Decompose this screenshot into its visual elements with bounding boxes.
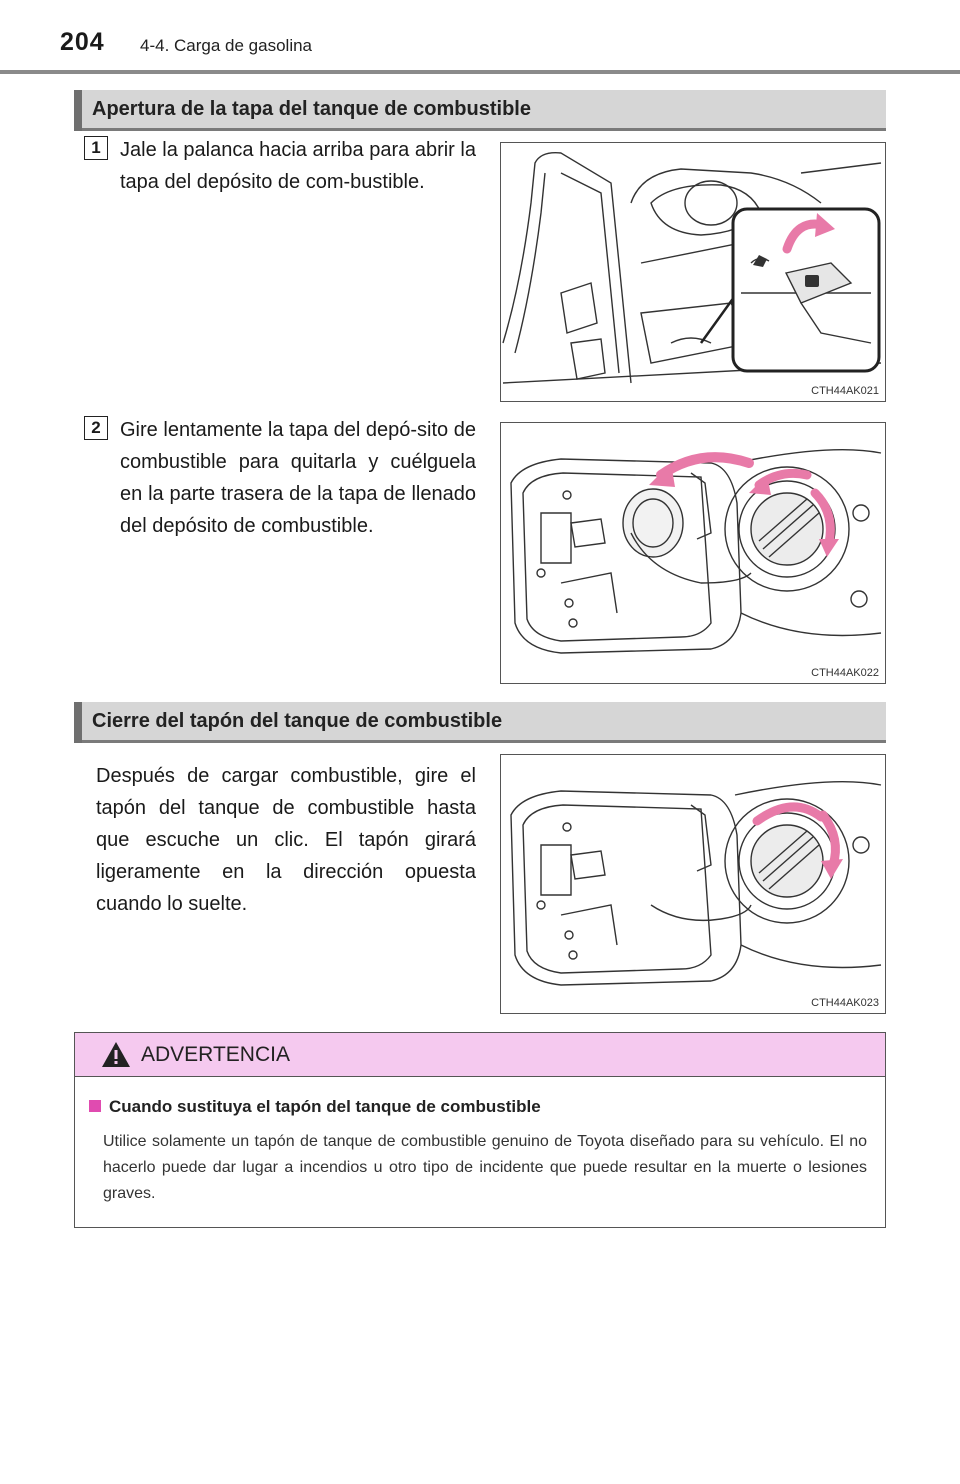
page-number: 204 — [60, 28, 105, 56]
warning-text: Utilice solamente un tapón de tanque de combustible genuino de Toyota diseñado para su vehículo. El no hacerlo puede dar lugar a incendios u otro tipo de incidente que puede resultar en la muerte o lesiones graves. — [103, 1133, 867, 1202]
figure-fuel-lever — [500, 142, 886, 402]
car-interior-illustration — [501, 143, 885, 401]
figure-close-cap — [500, 754, 886, 1014]
bullet-square-icon — [89, 1100, 101, 1112]
header-rule — [0, 70, 960, 74]
fuel-door-open-illustration — [501, 423, 885, 683]
step-2-text: Gire lentamente la tapa del depó-sito de combustible para quitarla y cuélguela en la parte trasera de la tapa de llenado del depósito de combustible. — [120, 419, 476, 537]
step-badge-2: 2 — [84, 416, 108, 440]
section-bar-open — [74, 90, 886, 131]
section-title-open: Apertura de la tapa del tanque de combustible — [92, 98, 531, 120]
figure-code-2: CTH44AK022 — [811, 667, 879, 679]
section-bar-close — [74, 702, 886, 743]
figure-remove-cap — [500, 422, 886, 684]
warning-subtitle — [89, 1097, 541, 1117]
step-1-text: Jale la palanca hacia arriba para abrir la tapa del depósito de com-bustible. — [120, 139, 476, 193]
section-title-close: Cierre del tapón del tanque de combustible — [92, 710, 503, 732]
warning-label: ADVERTENCIA — [141, 1043, 290, 1066]
step-badge-1: 1 — [84, 136, 108, 160]
close-instructions-text: Después de cargar combustible, gire el tapón del tanque de combustible hasta que escuche un clic. El tapón girará ligeramente en la dirección opuesta cuando lo suelte. — [96, 765, 476, 915]
chapter-title: 4-4. Carga de gasolina — [140, 36, 313, 55]
warning-subtitle-text: Cuando sustituya el tapón del tanque de combustible — [109, 1097, 541, 1116]
warning-triangle-icon — [101, 1041, 131, 1068]
warning-header — [75, 1033, 885, 1077]
warning-box — [74, 1032, 886, 1228]
figure-code-3: CTH44AK023 — [811, 997, 879, 1009]
fuel-cap-closing-illustration — [501, 755, 885, 1013]
figure-code-1: CTH44AK021 — [811, 385, 879, 397]
